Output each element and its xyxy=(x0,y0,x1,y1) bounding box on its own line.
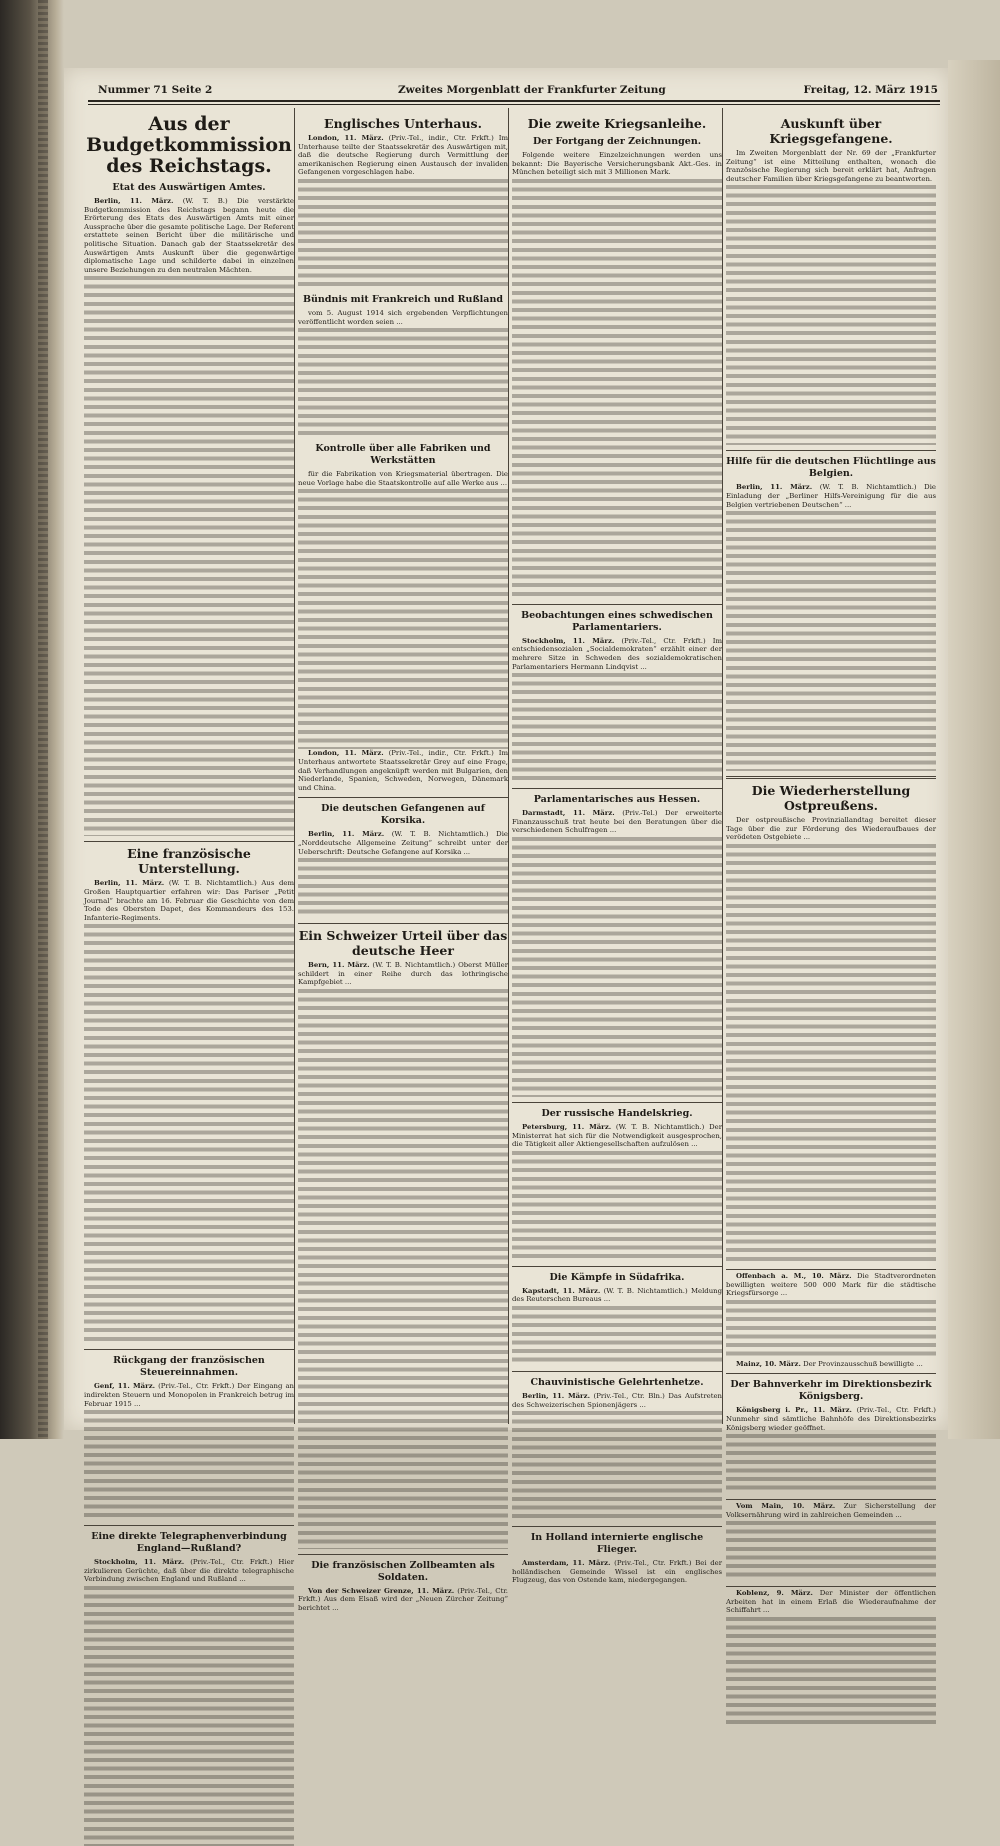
body-text-block xyxy=(84,276,294,836)
paragraph-text: (Priv.-Tel., Ctr. Frkft.) Im entschiedensozialen „Socialdemokraten“ erzählt einer der mehrere Sitze in Schweden des sozialdemokratischen Parlamentariers Hermann Lindqvist ... xyxy=(512,636,722,671)
section-rule xyxy=(84,1349,294,1350)
article-paragraph xyxy=(726,1360,936,1369)
dateline: Kapstadt, 11. März. xyxy=(522,1286,601,1295)
article-paragraph xyxy=(84,197,294,274)
article-paragraph xyxy=(298,961,508,987)
body-text-block xyxy=(512,673,722,783)
article-paragraph xyxy=(726,1272,936,1298)
paragraph-text: Der Provinzausschuß bewilligte ... xyxy=(803,1359,923,1368)
section-rule xyxy=(298,1554,508,1555)
header-rule xyxy=(88,100,940,102)
article-headline: Der Bahnverkehr im Direktionsbezirk Königsberg. xyxy=(730,1379,932,1403)
section-rule xyxy=(298,923,508,924)
article-headline: In Holland internierte englische Flieger. xyxy=(530,1532,704,1556)
article-paragraph xyxy=(726,483,936,509)
paragraph-text: (W. T. B. Nichtamtlich.) Oberst Müller schildert in einer Reihe durch das lothringische Kampfgebiet ... xyxy=(298,961,508,987)
binding-stripe xyxy=(38,0,48,1439)
section-rule xyxy=(512,604,722,605)
body-text-block xyxy=(726,1521,936,1581)
paper-title: Zweites Morgenblatt der Frankfurter Zeitung xyxy=(398,84,666,96)
column-rule xyxy=(294,108,295,1424)
body-text-block xyxy=(84,924,294,1344)
article-headline: Englisches Unterhaus. xyxy=(324,116,482,131)
column-4 xyxy=(726,112,936,1615)
dateline: Petersburg, 11. März. xyxy=(522,1122,612,1131)
dateline: Berlin, 11. März. xyxy=(736,483,813,492)
body-text-block xyxy=(726,844,936,1264)
body-text-block xyxy=(298,489,508,749)
dateline: Offenbach a. M., 10. März. xyxy=(736,1271,852,1280)
paragraph-text: (W. T. B. Nichtamtlich.) Der Ministerrat hat sich für die Notwendigkeit ausgesprochen, die Tätigkeit aller Aktiengesellschaften aufzulösen ... xyxy=(512,1122,723,1149)
article-headline: Hilfe für die deutschen Flüchtlinge aus Belgien. xyxy=(726,456,936,480)
paragraph-text: Der Minister der öffentlichen Arbeiten hat in einem Erlaß die Wiederaufnahme der Schiffahrt ... xyxy=(726,1589,936,1615)
article-paragraph xyxy=(726,1406,936,1432)
article-paragraph xyxy=(512,1559,722,1585)
column-2 xyxy=(298,112,508,1613)
dateline: Königsberg i. Pr., 11. März. xyxy=(736,1406,852,1415)
article-subhead: Kontrolle über alle Fabriken und Werkstätten xyxy=(315,443,491,467)
column-1 xyxy=(84,112,295,1584)
dateline: Amsterdam, 11. März. xyxy=(522,1559,611,1568)
section-rule xyxy=(512,788,722,789)
paragraph-text: (Priv.-Tel., Ctr. Bln.) Das Aufstreten des Schweizerischen Spionenjägers ... xyxy=(512,1391,722,1409)
article-headline: Chauvinistische Gelehrtenhetze. xyxy=(530,1376,704,1388)
article-paragraph: Der ostpreußische Provinziallandtag bereitet dieser Tage über die zur Förderung des Wiederaufbaues der verödeten Ostgebiete ... xyxy=(726,816,936,842)
article-headline: Die französischen Zollbeamten als Soldaten. xyxy=(311,1559,495,1583)
dateline: Mainz, 10. März. xyxy=(736,1359,801,1368)
dateline: Von der Schweizer Grenze, 11. März. xyxy=(308,1586,455,1595)
body-text-block xyxy=(298,179,508,289)
dateline: Berlin, 11. März. xyxy=(308,830,385,839)
article-paragraph xyxy=(512,1392,722,1409)
column-rule xyxy=(508,108,509,1424)
section-rule xyxy=(512,1371,722,1372)
article-headline: Rückgang der französischen Steuereinnahmen. xyxy=(113,1355,265,1379)
body-text-block xyxy=(512,837,722,1097)
body-text-block xyxy=(726,1617,936,1727)
section-rule xyxy=(512,1266,722,1267)
paragraph-text: (Priv.-Tel.) Der erweiterte Finanzausschuß trat heute bei den Beratungen über die verschiedenen Schulfragen ... xyxy=(512,809,722,835)
section-rule xyxy=(726,776,936,779)
article-paragraph xyxy=(84,1382,294,1408)
article-paragraph xyxy=(512,637,722,671)
page-edge xyxy=(948,60,1000,1439)
article-paragraph: vom 5. August 1914 sich ergebenden Verpflichtungen veröffentlicht worden seien ... xyxy=(298,308,508,326)
paragraph-text: (Priv.-Tel., indir., Ctr. Frkft.) Im Unterhause teilte der Staatssekretär des Auswärtigen mit, daß die deutsche Regierung durch Vermittlung der amerikanischen Regierung einen Austausch der invaliden Gefangenen vorgeschlagen habe. xyxy=(298,134,508,177)
dateline: London, 11. März. xyxy=(308,134,384,142)
article-paragraph xyxy=(298,134,508,177)
dateline: Bern, 11. März. xyxy=(308,961,370,970)
section-rule xyxy=(726,1373,936,1374)
body-text-block xyxy=(512,1411,722,1521)
dateline: Genf, 11. März. xyxy=(94,1382,156,1391)
article-paragraph xyxy=(512,809,722,835)
dateline: Stockholm, 11. März. xyxy=(522,636,615,645)
section-rule xyxy=(84,1525,294,1526)
body-text-block xyxy=(726,511,936,771)
paragraph-text: (W. T. B. Nichtamtlich.) Die Einladung der „Berliner Hilfs-Vereinigung für die aus Belgien vertriebenen Deutschen“ ... xyxy=(726,483,936,509)
section-rule xyxy=(726,1499,936,1500)
paragraph-text: (Priv.-Tel., Ctr. Frkft.) Bei der holländischen Gemeinde Wissel ist ein englisches Flugzeug, das von Ostende kam, niedergegangen. xyxy=(512,1559,722,1585)
paragraph-text: (W. T. B. Nichtamtlich.) Die „Norddeutsche Allgemeine Zeitung“ schreibt unter der Ueberschrift: Deutsche Gefangene auf Korsika ... xyxy=(298,830,508,856)
body-text-block xyxy=(726,1300,936,1360)
article-paragraph xyxy=(298,1587,508,1613)
dateline: Koblenz, 9. März. xyxy=(736,1589,813,1598)
paragraph-text: (Priv.-Tel., Ctr. Frkft.) Hier zirkulieren Gerüchte, daß über die direkte telegraphische Verbindung zwischen England und Rußland ... xyxy=(84,1558,294,1584)
body-text-block xyxy=(298,328,508,438)
dateline: Darmstadt, 11. März. xyxy=(522,809,615,818)
article-headline: Der russische Handelskrieg. xyxy=(541,1107,693,1119)
section-rule xyxy=(726,450,936,451)
article-paragraph xyxy=(512,1287,722,1304)
article-paragraph: Folgende weitere Einzelzeichnungen werden uns bekannt: Die Bayerische Versicherungsbank Akt.-Ges. in München beteiligt sich mit 3 Millionen Mark. xyxy=(512,151,722,177)
section-rule xyxy=(512,1102,722,1103)
dateline: Vom Main, 10. März. xyxy=(736,1502,836,1511)
body-text-block xyxy=(726,1434,936,1494)
article-subhead: Bündnis mit Frankreich und Rußland xyxy=(303,293,503,305)
article-headline: Die Wiederherstellung Ostpreußens. xyxy=(751,783,911,814)
paragraph-text: (W. T. B. Nichtamtlich.) Aus dem Großen Hauptquartier erfahren wir: Das Pariser „Petit Journal“ brachte am 16. Februar die Geschichte von dem Tode des Obersten Dapet, des Kommandeurs des 153. Infanterie-Regiments. xyxy=(84,879,295,922)
column-3 xyxy=(512,112,723,1585)
paragraph-text: (Priv.-Tel., Ctr. Frkft.) Aus dem Elsaß wird der „Neuen Zürcher Zeitung“ berichtet ... xyxy=(298,1586,508,1613)
article-headline: Die zweite Kriegsanleihe. xyxy=(527,116,707,131)
body-text-block xyxy=(726,185,936,445)
article-headline: Auskunft über Kriegsgefangene. xyxy=(769,116,893,146)
article-headline: Eine direkte Telegraphenverbindung England—Rußland? xyxy=(91,1531,287,1555)
article-paragraph: Im Zweiten Morgenblatt der Nr. 69 der „Frankfurter Zeitung“ ist eine Mitteilung enthalten, wonach die französische Regierung sich bereit erklärt hat, Anfragen deutscher Familien über Kriegsgefangene zu beantworten. xyxy=(726,149,936,183)
dateline: Berlin, 11. März. xyxy=(522,1391,590,1400)
article-paragraph: für die Fabrikation von Kriegsmaterial übertragen. Die neue Vorlage habe die Staatskontrolle auf alle Werke aus ... xyxy=(298,470,508,487)
dateline: Berlin, 11. März. xyxy=(94,879,165,888)
article-paragraph xyxy=(726,1502,936,1519)
paragraph-text: Die Stadtverordneten bewilligten weitere 500 000 Mark für die städtische Kriegsfürsorge ... xyxy=(726,1271,936,1298)
article-paragraph xyxy=(726,1589,936,1615)
paragraph-text: Zur Sicherstellung der Volksernährung wird in zahlreichen Gemeinden ... xyxy=(726,1502,936,1519)
body-text-block xyxy=(512,1306,722,1366)
article-paragraph xyxy=(298,749,508,792)
body-text-block xyxy=(512,179,722,599)
paragraph-text: (Priv.-Tel., Ctr. Frkft.) Nunmehr sind sämtliche Bahnhöfe des Direktionsbezirks Königsberg wieder geöffnet. xyxy=(726,1406,936,1432)
body-text-block xyxy=(512,1151,722,1261)
section-rule xyxy=(84,841,294,842)
section-rule xyxy=(298,797,508,798)
article-paragraph xyxy=(512,1123,722,1149)
body-text-block xyxy=(298,989,508,1549)
article-paragraph xyxy=(84,879,294,922)
section-rule xyxy=(726,1269,936,1270)
paragraph-text: (W. T. B. Nichtamtlich.) Meldung des Reuterschen Bureaus ... xyxy=(512,1286,722,1304)
body-text-block xyxy=(298,858,508,918)
column-rule xyxy=(722,108,723,1424)
article-headline: Beobachtungen eines schwedischen Parlamentariers. xyxy=(521,609,713,633)
article-paragraph xyxy=(298,830,508,856)
body-text-block xyxy=(84,1586,294,1846)
issue-date: Freitag, 12. März 1915 xyxy=(803,84,938,96)
page-number: Nummer 71 Seite 2 xyxy=(98,84,213,96)
article-headline: Ein Schweizer Urteil über das deutsche Heer xyxy=(298,928,508,959)
article-subhead: Etat des Auswärtigen Amtes. xyxy=(112,182,266,193)
article-headline: Parlamentarisches aus Hessen. xyxy=(533,794,701,806)
paragraph-text: (W. T. B.) Die verstärkte Budgetkommission des Reichstags begann heute die Erörterung des Etats des Auswärtigen Amts mit einer Aussprache über die gesamte politische Lage. Der Referent erstattete seinen Bericht über die militärische und politische Situation. Danach gab der Staatssekretär des Auswärtigen Amts Auskunft über die gegenwärtige diplomatische Lage und schilderte dabei in einzelnen unsere Beziehungen zu den neutralen Mächten. xyxy=(84,197,294,274)
article-headline: Die Kämpfe in Südafrika. xyxy=(549,1271,685,1283)
section-rule xyxy=(512,1526,722,1527)
article-headline: Die deutschen Gefangenen auf Korsika. xyxy=(321,803,485,827)
article-headline: Eine französische Unterstellung. xyxy=(127,846,251,877)
paragraph-text: (Priv.-Tel., Ctr. Frkft.) Der Eingang an indirekten Steuern und Monopolen in Frankreich betrug im Februar 1915 ... xyxy=(84,1382,294,1408)
article-headline: Aus der Budgetkommission des Reichstags. xyxy=(86,113,292,177)
dateline: London, 11. März. xyxy=(308,749,384,758)
header-rule-thin xyxy=(88,104,940,105)
dateline: Stockholm, 11. März. xyxy=(94,1558,185,1567)
body-text-block xyxy=(84,1410,294,1520)
book-binding xyxy=(0,0,64,1439)
article-subhead: Der Fortgang der Zeichnungen. xyxy=(532,136,702,147)
dateline: Berlin, 11. März. xyxy=(94,197,174,205)
article-paragraph xyxy=(84,1558,294,1584)
section-rule xyxy=(726,1586,936,1587)
paragraph-text: (Priv.-Tel., indir., Ctr. Frkft.) Im Unterhaus antwortete Staatssekretär Grey auf eine Frage, daß Verhandlungen angeknüpft werden mit Bulgarien, den Niederlande, Spanien, Schweden, Norwegen, Dänemark und China. xyxy=(298,749,508,792)
